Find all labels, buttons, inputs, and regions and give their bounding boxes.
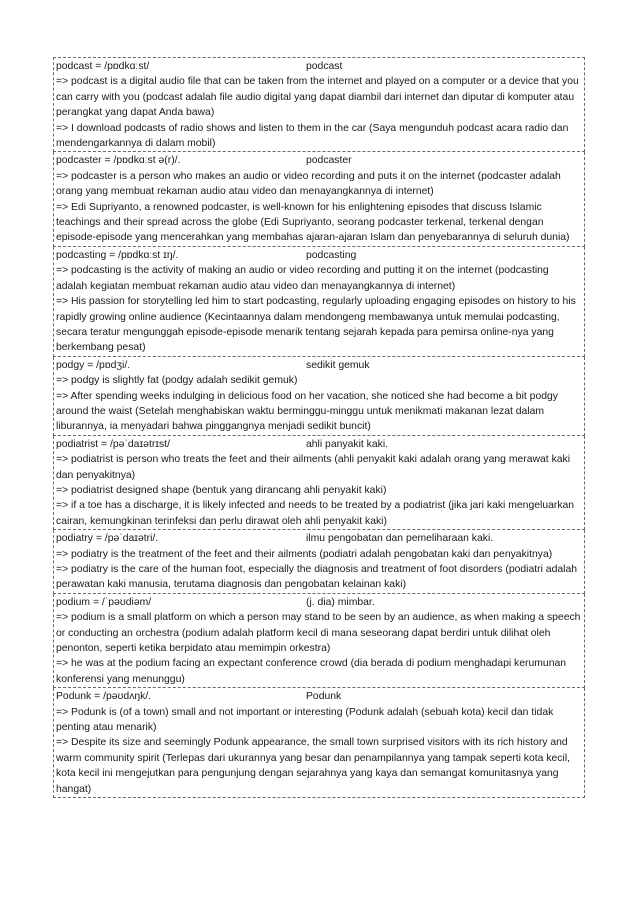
dictionary-entry	[53, 357, 585, 436]
entry-header	[56, 153, 582, 168]
entry-sentence: => After spending weeks indulging in delicious food on her vacation, she noticed she had become a bit podgy around the waist (Setelah menghabiskan waktu berminggu-minggu untuk menikmati makanan lezat dalam liburannya, ia menyadari bahwa pinggangnya menjadi sedikit buncit)	[56, 390, 558, 433]
entry-header	[56, 595, 582, 610]
dictionary-entry	[53, 57, 585, 152]
dictionary-entry	[53, 688, 585, 798]
entry-sentence: => if a toe has a discharge, it is likely infected and needs to be treated by a podiatrist (jika jari kaki mengeluarkan cairan, kemungkinan terinfeksi dan perlu dirawat oleh ahli penyakit kaki)	[56, 500, 575, 527]
entry-sentence: => he was at the podium facing an expectant conference crowd (dia berada di podium menghadapi kerumunan konferensi yang menunggu)	[56, 658, 567, 685]
entry-translation: sedikit gemuk	[306, 359, 370, 371]
entry-header	[56, 689, 582, 704]
entry-sentence: => podium is a small platform on which a person may stand to be seen by an audience, as when making a speech or conducting an orchestra (podium adalah platform kecil di mana seseorang dapat berdiri untuk dilihat oleh penonton, seperti ketika berpidato atau memimpin orkestra)	[56, 612, 581, 655]
entry-header	[56, 437, 582, 452]
entry-translation: Podunk	[306, 691, 342, 703]
entry-term: podcast = /pɒdkɑːst/	[56, 61, 150, 72]
entry-translation: ahli panyakit kaki.	[306, 438, 389, 450]
entry-sentence: => His passion for storytelling led him to start podcasting, regularly uploading engaging episodes on history to his rapidly growing online audience (Kecintaannya dalam mendongeng membawanya untuk memulai podcasting, secara teratur mengunggah episode-episode menarik tentang sejarah kepada para pemirsa online-nya yang berkembang pesat)	[56, 296, 576, 354]
entry-sentence: => podiatrist is person who treats the feet and their ailments (ahli penyakit kaki adalah orang yang merawat kaki dan penyakitnya)	[56, 454, 571, 481]
entry-translation: podcasting	[306, 249, 357, 261]
entry-sentence: => Despite its size and seemingly Podunk appearance, the small town surprised visitors with its rich history and warm community spirit (Terlepas dari ukurannya yang besar dan penampilannya yang tampak seperti kota kecil, kota kecil ini mengejutkan para pengunjung dengan sejarahnya yang kaya dan semangat komunitasnya yang hangat)	[56, 737, 571, 795]
entry-header	[56, 531, 582, 546]
entry-sentence: => podcast is a digital audio file that can be taken from the internet and played on a computer or a device that you can carry with you (podcast adalah file audio digital yang dapat diambil dari internet dan diputar di komputer atau perangkat yang dapat Anda bawa)	[56, 76, 579, 119]
entry-sentence: => Edi Supriyanto, a renowned podcaster, is well-known for his enlightening episodes that discuss Islamic teachings and their spread across the globe (Edi Supriyanto, seorang podcaster terkenal, terkenal dengan episode-episode yang mencerahkan yang membahas ajaran-ajaran Islam dan penyebarannya di seluruh dunia)	[56, 201, 570, 244]
entry-translation: (j. dia) mimbar.	[306, 596, 375, 608]
entry-sentence: => podcaster is a person who makes an audio or video recording and puts it on the internet (podcaster adalah orang yang membuat rekaman audio atau video dan menayangkannya di internet)	[56, 170, 561, 198]
entry-translation: podcast	[306, 61, 343, 72]
entry-translation: podcaster	[306, 155, 352, 167]
entry-translation: ilmu pengobatan dan pemeliharaan kaki.	[306, 533, 494, 545]
dictionary-entry	[53, 594, 585, 688]
entry-term: podiatry = /pəˈdaɪətri/.	[56, 533, 159, 545]
dictionary-entry	[53, 530, 585, 594]
entry-sentence: => I download podcasts of radio shows and listen to them in the car (Saya mengunduh podcast acara radio dan mendengarkannya di dalam mobil)	[56, 122, 569, 150]
entry-term: podcasting = /pɒdkɑːst ɪŋ/.	[56, 249, 179, 261]
dictionary-entry	[53, 436, 585, 530]
dictionary-entry	[53, 247, 585, 357]
entry-sentence: => podcasting is the activity of making an audio or video recording and putting it on the internet (podcasting adalah kegiatan membuat rekaman audio atau video dan menayangkannya di internet)	[56, 265, 549, 292]
entry-sentence: => Podunk is (of a town) small and not important or interesting (Podunk adalah (sebuah kota) kecil dan tidak penting atau menarik)	[56, 706, 554, 734]
entry-sentence: => podiatry is the treatment of the feet and their ailments (podiatri adalah pengobatan kaki dan penyakitnya)	[56, 548, 553, 560]
entry-term: podgy = /pɒdʒi/.	[56, 359, 131, 371]
entry-sentence: => podgy is slightly fat (podgy adalah sedikit gemuk)	[56, 375, 298, 387]
entry-term: podium = /ˈpəʊdiəm/	[56, 596, 152, 608]
entry-header	[56, 248, 582, 263]
entry-header	[56, 59, 582, 74]
entry-term: podcaster = /pɒdkɑːst ə(r)/.	[56, 155, 181, 167]
dictionary-list	[53, 57, 585, 798]
entry-term: Podunk = /pəʊdʌŋk/.	[56, 691, 152, 703]
dictionary-entry	[53, 152, 585, 246]
entry-header	[56, 358, 582, 373]
entry-sentence: => podiatry is the care of the human foot, especially the diagnosis and treatment of foot disorders (podiatri adalah perawatan kaki manusia, terutama diagnosis dan pengobatan kelainan kaki)	[56, 564, 577, 591]
entry-term: podiatrist = /pəˈdaɪətrɪst/	[56, 438, 170, 450]
entry-sentence: => podiatrist designed shape (bentuk yang dirancang ahli penyakit kaki)	[56, 484, 387, 496]
